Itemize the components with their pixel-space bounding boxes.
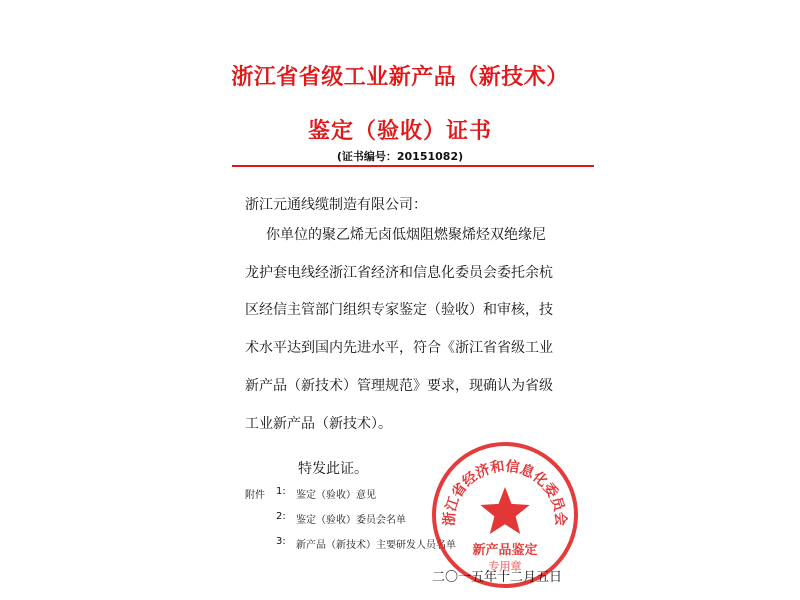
certification-statement: 特发此证。 [298,461,368,477]
body-line: 术水平达到国内先进水平，符合《浙江省省级工业 [245,340,553,356]
attachment-number: 3: [276,536,286,547]
attachments-label: 附件 [245,490,265,501]
star-icon [480,487,529,534]
attachment-item: 新产品（新技术）主要研发人员名单 [296,540,456,551]
seal-arc-text: 浙江省经济和信息化委员会 [441,458,569,527]
attachment-item: 鉴定（验收）委员会名单 [296,515,406,526]
body-line: 区经信主管部门组织专家鉴定（验收）和审核，技 [245,302,553,318]
attachment-number: 1: [276,486,286,497]
body-line: 龙护套电线经浙江省经济和信息化委员会委托余杭 [245,265,553,281]
attachment-number: 2: [276,511,286,522]
certificate-title-line2: 鉴定（验收）证书 [307,119,492,144]
recipient: 浙江元通线缆制造有限公司： [245,197,427,213]
certificate-title-line1: 浙江省省级工业新产品（新技术） [231,65,569,90]
issue-date: 二〇一五年十二月五日 [432,570,563,585]
seal-center-text: 新产品鉴定 [472,543,538,558]
body-line: 工业新产品（新技术）。 [245,416,392,432]
body-line: 新产品（新技术）管理规范》要求，现确认为省级 [245,378,553,394]
attachment-item: 鉴定（验收）意见 [296,490,376,501]
body-line: 你单位的聚乙烯无卤低烟阻燃聚烯烃双绝缘尼 [266,227,546,243]
title-divider [232,165,594,167]
seal-bottom-text: 专用章 [488,560,522,573]
certificate-number: (证书编号：20151082) [336,150,464,163]
